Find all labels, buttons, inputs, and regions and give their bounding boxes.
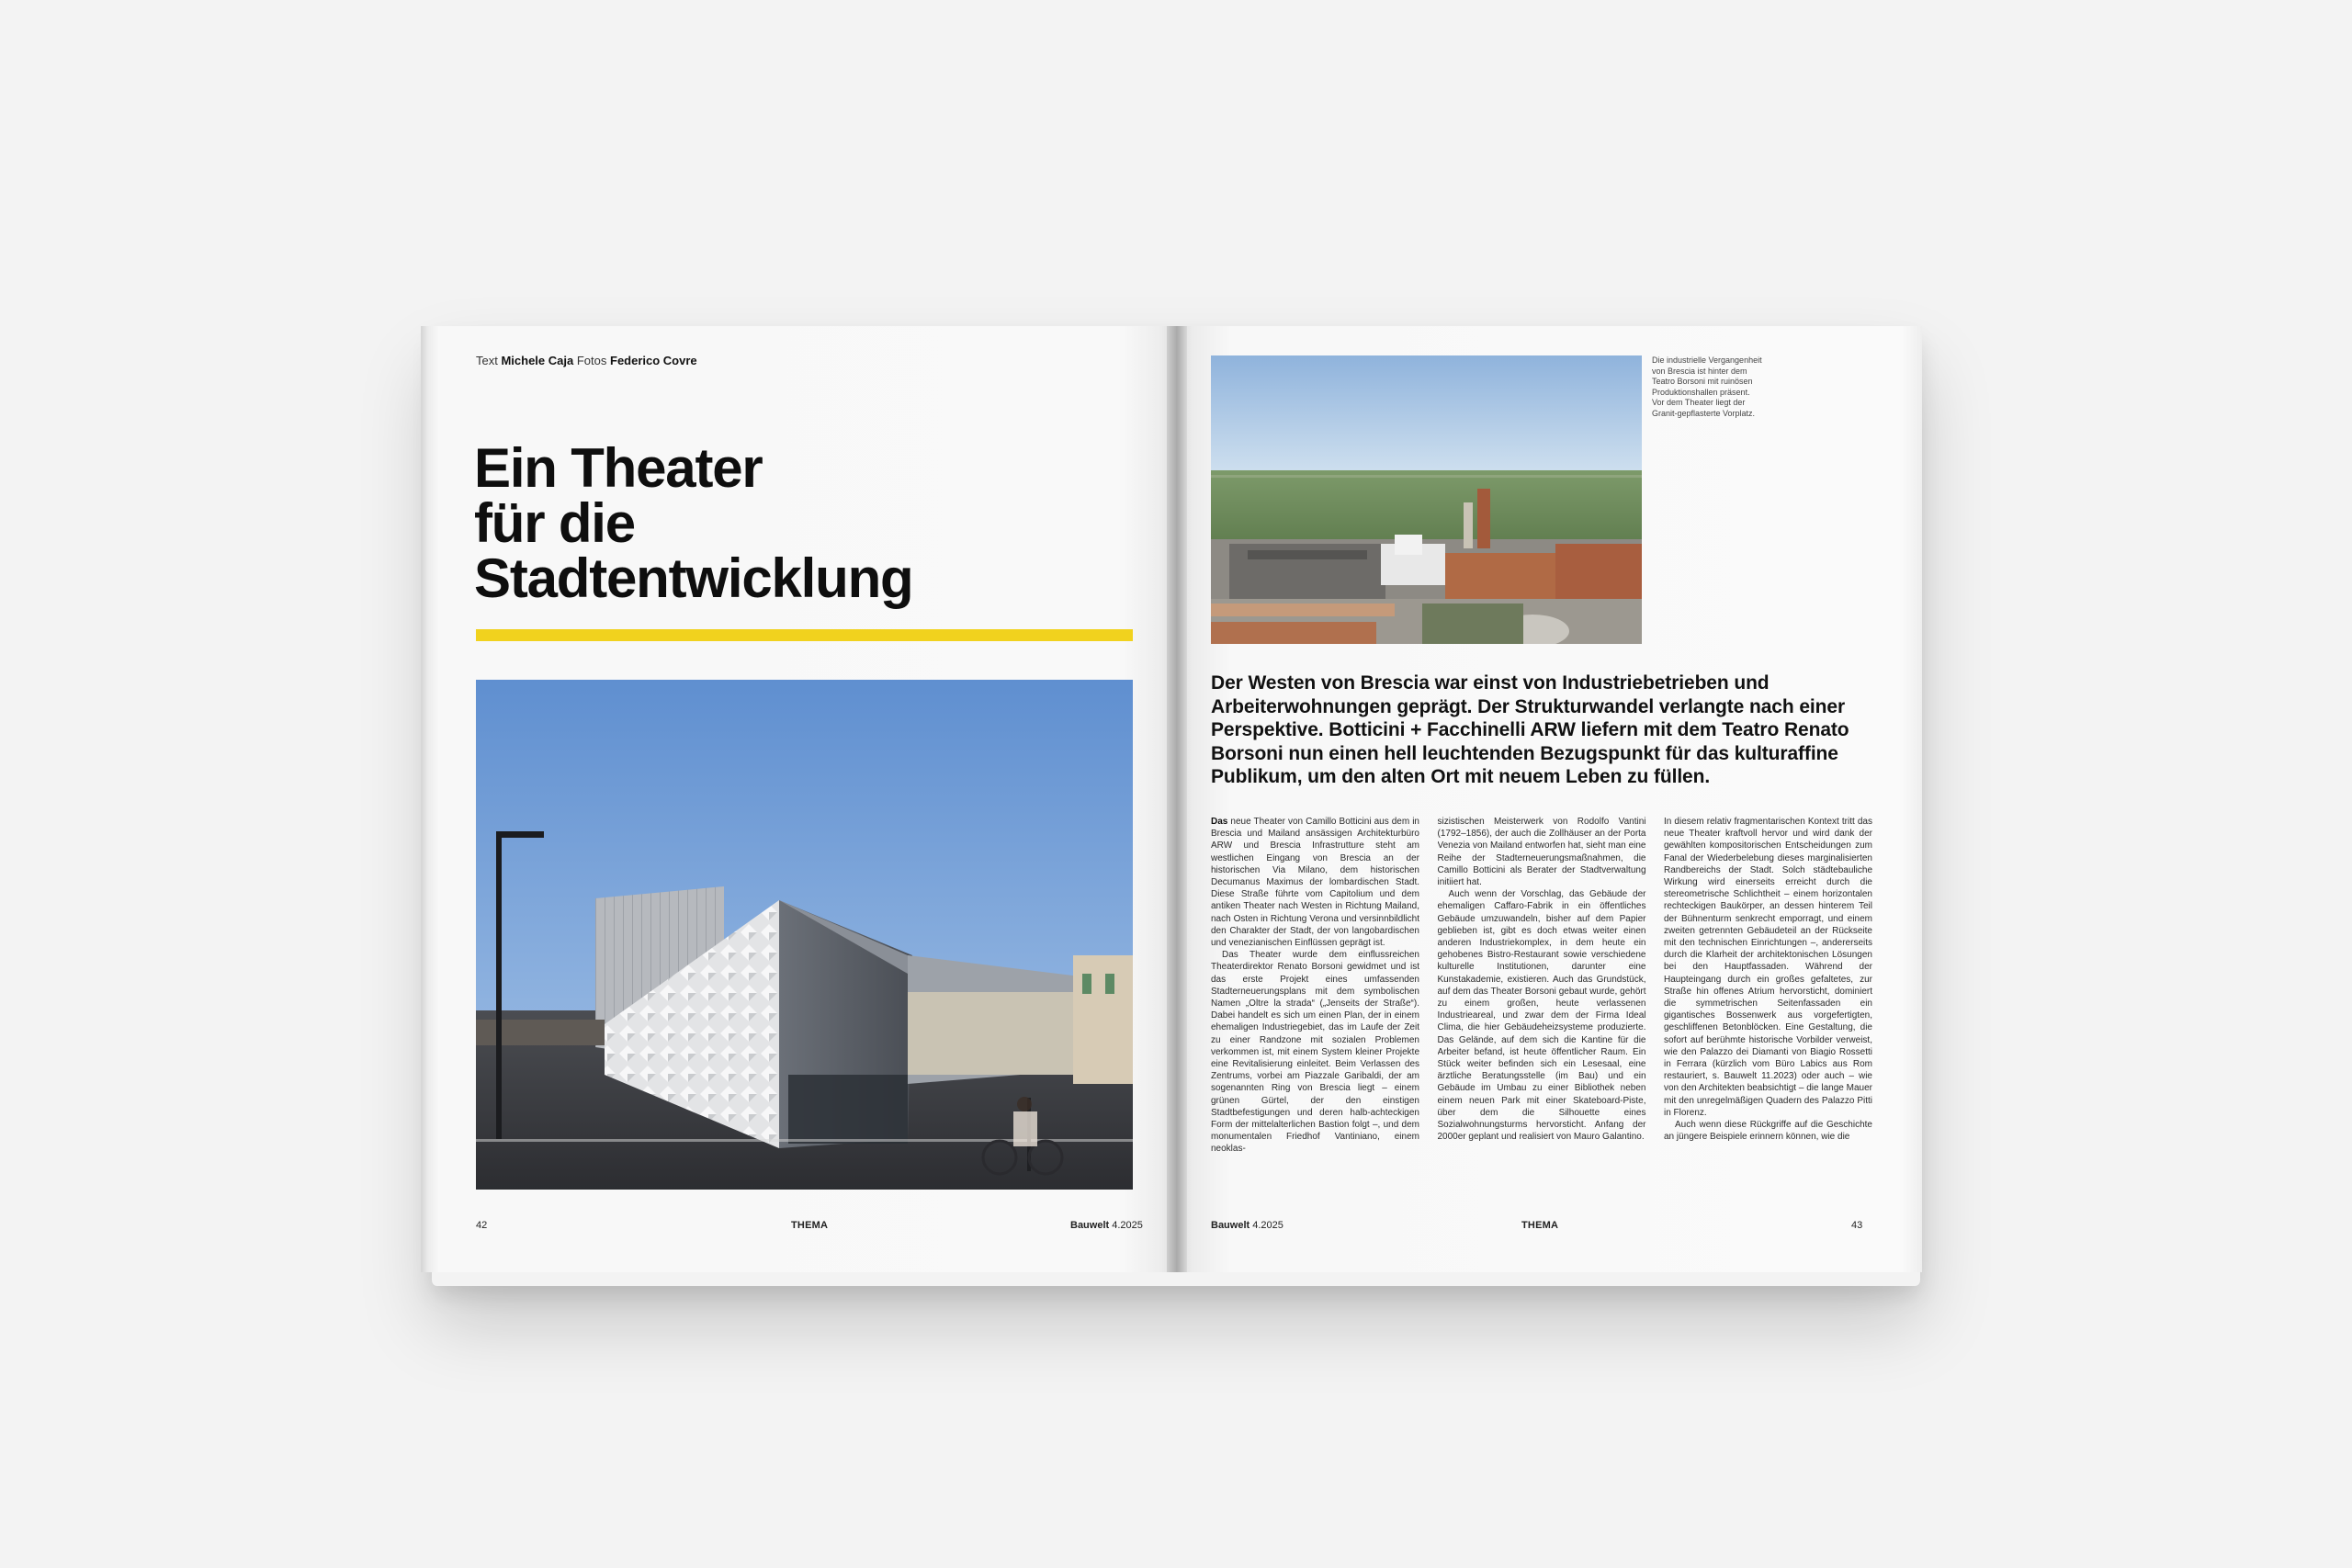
theater-photo [476,680,1133,1190]
page-number-left: 42 [476,1220,488,1231]
body-paragraph: In diesem relativ fragmentarischen Kontext tritt das neue Theater kraftvoll hervor und wird dank der gewählten kompositorischen Entscheidungen zum Fanal der Wiederbelebung dieses marginalisierten Randbereichs der Stadt. Solch städtebauliche Wirkung wird einerseits erreicht durch die stereometrische Schlichtheit – einem horizontalen rechteckigen Baukörper, an dessen hinterem Teil der Bühnenturm senkrecht emporragt, und einem zweiten getrennten Gebäudeteil an der Rückseite mit den technischen Einrichtungen –, andererseits durch die Klarheit der architektonischen Lösungen bei den Hauptfassaden. Während der Haupteingang durch ein großes gefaltetes, zur Straße hin offenes Atrium hervorsticht, dominiert die symmetrischen Seitenfassaden ein gigantisches Bossenwerk aus vorgefertigten, geschliffenen Betonblöcken. Eine Gestaltung, die sofort auf berühmte historische Vorbilder verweist, wie den Palazzo dei Diamanti von Biagio Rossetti in Ferrara (kürzlich vom Büro Labics aus Rom restauriert, s. Bauwelt 11.2023) oder auch – wie von den Architekten beabsichtigt – die lange Mauer mit den unregelmäßigen Quadern des Palazzo Pitti in Florenz. [1664,817,1872,1118]
body-paragraph: Auch wenn diese Rückgriffe auf die Geschichte an jüngere Beispiele erinnern können, wie die [1664,1120,1872,1143]
body-paragraph: Das Theater wurde dem einflussreichen Theaterdirektor Renato Borsoni gewidmet und ist das erste Projekt eines umfassenden Stadterneuerungsplans mit dem symbolischen Namen „Oltre la strada“ („Jenseits der Straße“). Dabei handelt es sich um einen Plan, der in einem ehemaligen Industriegebiet, das im Laufe der Zeit zu einer Randzone mit sozialen Problemen verkommen ist, mit einem System kleiner Projekte eine Revitalisierung einleitet. Beim Verlassen des Zentrums, vorbei am Piazzale Garibaldi, der am sogenannten Ring von Brescia liegt – einem grünen Gürtel, der den einstigen Stadtbefestigungen und deren halb-achteckigen Form der mittelalterlichen Bastion folgt –, und dem monumentalen Friedhof Vantiniano, einem neoklas- [1211,950,1419,1155]
left-page [421,326,1176,1272]
section-label-left: THEMA [791,1220,829,1231]
yellow-accent-rule [476,629,1133,641]
page-number-right: 43 [1851,1220,1863,1231]
magazine-issue-left: Bauwelt 4.2025 [1070,1220,1143,1231]
magazine-issue-right: Bauwelt 4.2025 [1211,1220,1283,1231]
body-paragraph: sizistischen Meisterwerk von Rodolfo Vantini (1792–1856), der auch die Zollhäuser an der Porta Venezia von Mailand entworfen hat, sieht man eine Reihe der Stadterneuerungsmaßnahmen, die Camillo Botticini als Berater der Stadtverwaltung initiiert hat. [1437,817,1646,888]
photographer-name: Federico Covre [610,354,697,367]
body-paragraph: Auch wenn der Vorschlag, das Gebäude der ehemaligen Caffaro-Fabrik in ein öffentliches Gebäude umzuwandeln, bisher auf dem Papier geblieben ist, gibt es doch etwas weiter einen anderen Industriekomplex, in dem heute ein gehobenes Bistro-Restaurant sowie verschiedene kulturelle Institutionen, darunter eine Kunstakademie, existieren. Auch das Grundstück, auf dem das Theater Borsoni gebaut wurde, gehört zu einem großen, heute verlassenen Industrieareal, und zwar dem der Firma Ideal Clima, die hier Gebäudeheizsysteme produzierte. Das Gelände, auf dem sich die Kantine für die Arbeiter befand, ist heute öffentlicher Raum. Ein Stück weiter befinden sich ein Lesesaal, eine ärztliche Beratungsstelle (im Bau) und ein Gebäude im Umbau zu einer Bibliothek neben einem neuen Park mit einer Skateboard-Piste, über dem die Silhouette eines Sozialwohnungsturms hervorsticht. Anfang der 2000er geplant und realisiert von Mauro Galantino. [1437,889,1646,1143]
body-columns [1211,816,1872,1192]
aerial-city-photo [1211,355,1642,644]
article-lead: Der Westen von Brescia war einst von Industriebetrieben und Arbeiterwohnungen geprägt. Der Strukturwandel verlangte nach einer Perspektive. Botticini + Facchinelli ARW liefern mit dem Teatro Renato Borsoni nun einen hell leuchtenden Bezugspunkt für das kulturaffine Publikum, um den alten Ort mit neuem Leben zu füllen. [1211,672,1849,787]
section-label-right: THEMA [1521,1220,1559,1231]
article-headline [474,437,913,609]
headline-line: Ein Theater [474,437,763,499]
body-column-1 [1211,816,1419,1192]
headline-line: für die [474,492,635,554]
body-column-2 [1438,816,1646,1192]
credits-line: Text Michele Caja Fotos Federico Covre [476,354,697,367]
author-name: Michele Caja [501,354,574,367]
lead-word: Das [1211,817,1228,827]
headline-line: Stadtentwicklung [474,547,913,609]
body-column-3 [1664,816,1872,1192]
body-paragraph: Das neue Theater von Camillo Botticini aus dem in Brescia und Mailand ansässigen Architekturbüro ARW und Brescia Infrastrutture steht am westlichen Eingang von Brescia an der historischen Via Milano, dem historischen Decumanus Maximus der lombardischen Stadt. Diese Straße führte vom Capitolium und dem antiken Theater nach Westen in Richtung Mailand, nach Osten in Richtung Verona und versinnbildlicht den Charakter der Stadt, der von langobardischen und venezianischen Einflüssen geprägt ist. [1211,817,1419,949]
photo-caption: Die industrielle Vergangenheit von Brescia ist hinter dem Teatro Borsoni mit ruinösen Produktionshallen präsent. Vor dem Theater liegt der Granit-gepflasterte Vorplatz. [1652,355,1762,418]
spine-gutter [1167,326,1187,1272]
right-page [1176,326,1922,1272]
